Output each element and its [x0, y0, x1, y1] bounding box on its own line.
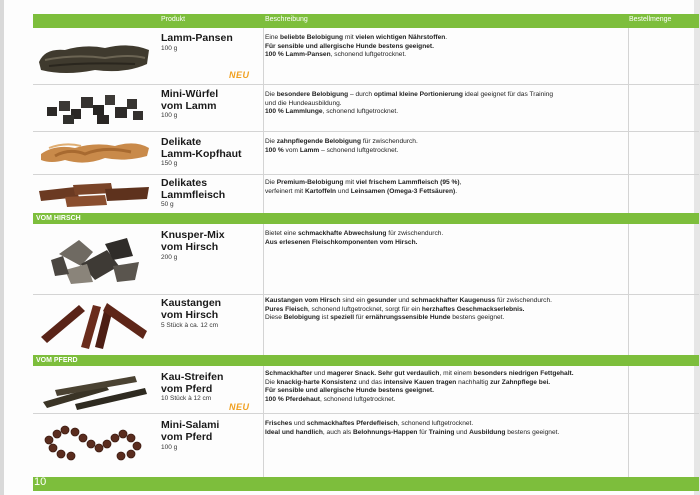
description-text: mit: [343, 179, 356, 186]
description-text: , schonend luftgetrocknet, sorgt für ein: [307, 305, 422, 313]
description-line: [265, 188, 625, 197]
description-bold-text: Ausbildung: [469, 428, 506, 436]
product-weight: 50 g: [161, 201, 174, 208]
header-product: Produkt: [161, 16, 186, 23]
product-row: [33, 28, 699, 85]
description-bold-text: Für sensible und allergische Hunde bestens geeignet.: [265, 387, 434, 395]
new-badge: NEU: [229, 70, 250, 80]
product-name: Mini-Würfel vom Lamm: [161, 88, 219, 112]
table-header: [33, 14, 699, 28]
product-image-lamm-kopfhaut: [35, 134, 153, 172]
page-edge-left: [0, 0, 4, 495]
product-weight: 100 g: [161, 112, 178, 119]
description-bold-text: Training: [428, 428, 455, 436]
description-text: und: [396, 297, 412, 304]
description-text: – schonend luftgetrocknet.: [319, 146, 399, 154]
description-text: Diese: [265, 314, 284, 322]
description-line: [265, 91, 625, 100]
description-bold-text: Für sensible und allergische Hunde bestens geeignet.: [265, 42, 434, 50]
description-bold-text: schmackhafter Kaugenuss: [411, 297, 496, 304]
description-text: , auch als: [322, 428, 353, 436]
description-line: [265, 43, 625, 52]
product-row: [33, 414, 699, 476]
description-bold-text: 100 %: [265, 146, 284, 154]
section-header-deer: VOM HIRSCH: [33, 213, 699, 224]
product-weight: 5 Stück à ca. 12 cm: [161, 322, 219, 329]
product-name: Mini-Salami vom Pferd: [161, 419, 220, 443]
description-text: , schonend luftgetrocknet.: [397, 420, 474, 427]
product-image-kau-streifen: [35, 368, 153, 412]
description-text: und die Hundeausbildung.: [265, 99, 342, 107]
product-description: [265, 179, 625, 196]
product-name: Knusper-Mix vom Hirsch: [161, 229, 225, 253]
description-text: und: [336, 187, 351, 195]
description-text: für zwischendurch.: [361, 138, 418, 145]
page-footer-bar: [33, 477, 699, 491]
description-bold-text: schmackhafte Abwechslung: [298, 230, 387, 237]
description-bold-text: viel frischem Lammfleisch (95 %): [355, 179, 460, 186]
description-bold-text: Schmackhafter: [265, 370, 313, 377]
description-line: [265, 429, 625, 438]
description-line: [265, 239, 625, 248]
description-bold-text: besonders niedrigen Fettgehalt.: [473, 370, 574, 377]
product-description: [265, 420, 625, 437]
description-bold-text: Belohnungs-Happen: [352, 428, 418, 436]
product-row: [33, 85, 699, 132]
description-bold-text: Aus erlesenen Fleischkomponenten vom Hirsch.: [265, 238, 418, 246]
description-line: [265, 387, 625, 396]
new-badge: NEU: [229, 402, 250, 412]
description-text: bestens geeignet.: [505, 428, 560, 436]
product-name: Lamm-Pansen: [161, 32, 233, 44]
product-image-kaustangen: [35, 297, 153, 351]
description-text: Die: [265, 138, 277, 145]
product-image-mini-salami: [35, 418, 153, 470]
description-line: [265, 370, 625, 379]
product-weight: 200 g: [161, 254, 178, 261]
description-text: sind ein: [340, 297, 367, 304]
description-text: nachhaltig: [456, 378, 491, 386]
product-row: [33, 224, 699, 295]
description-bold-text: Kaustangen vom Hirsch: [265, 297, 341, 304]
description-bold-text: schmackhaftes Pferdefleisch: [306, 420, 398, 427]
product-image-lammfleisch: [35, 177, 153, 211]
product-image-knusper-mix: [35, 230, 153, 290]
description-text: ist: [319, 314, 331, 322]
description-line: [265, 306, 625, 315]
description-bold-text: Premium-Belobigung: [276, 179, 344, 186]
product-row: [33, 295, 699, 353]
description-bold-text: optimal kleine Portionierung: [373, 91, 463, 98]
description-text: , mit einem: [439, 370, 474, 377]
description-bold-text: zahnpflegende Belobigung: [276, 138, 361, 145]
description-line: [265, 379, 625, 388]
description-text: für: [417, 428, 429, 436]
description-text: für zwischendurch.: [386, 230, 444, 237]
product-weight: 10 Stück à 12 cm: [161, 395, 212, 402]
description-bold-text: Pures Fleisch: [265, 305, 308, 313]
page-number: 10: [34, 476, 47, 488]
description-bold-text: Leinsamen (Omega-3 Fettsäuren): [350, 187, 456, 195]
product-weight: 100 g: [161, 444, 178, 451]
description-bold-text: 100 % Lammlunge: [265, 108, 323, 116]
description-line: [265, 138, 625, 147]
header-description: Beschreibung: [265, 16, 308, 23]
product-name: Delikate Lamm-Kopfhaut: [161, 136, 242, 160]
product-row: [33, 175, 699, 212]
description-line: [265, 420, 625, 429]
description-text: für: [354, 314, 366, 322]
description-bold-text: Lamm: [299, 146, 320, 154]
description-bold-text: Frisches: [265, 420, 293, 427]
product-name: Kau-Streifen vom Pferd: [161, 371, 224, 395]
description-line: [265, 314, 625, 323]
description-text: , schonend luftgetrocknet.: [330, 51, 407, 59]
product-name: Kaustangen vom Hirsch: [161, 297, 222, 321]
product-row: [33, 366, 699, 414]
description-text: für zwischendurch.: [495, 297, 552, 304]
product-description: [265, 91, 625, 117]
description-bold-text: beliebte Belobigung: [280, 34, 344, 41]
description-text: ideal geeignet für das Training: [462, 91, 554, 98]
product-name: Delikates Lammfleisch: [161, 177, 226, 201]
section-header-horse: VOM PFERD: [33, 355, 699, 366]
description-line: [265, 179, 625, 188]
description-text: mit: [343, 34, 356, 41]
product-description: [265, 34, 625, 60]
description-text: Die: [265, 179, 277, 186]
description-bold-text: vielen wichtigen Nährstoffen: [355, 34, 446, 41]
description-bold-text: Kartoffeln: [304, 187, 337, 195]
description-bold-text: 100 % Pferdehaut: [265, 396, 320, 404]
description-bold-text: ernährungssensible Hunde: [365, 314, 451, 322]
description-text: Bietet eine: [265, 230, 298, 237]
description-line: [265, 230, 625, 239]
description-bold-text: Belobigung: [283, 314, 320, 322]
description-bold-text: herzhaftes Geschmackserlebnis.: [421, 305, 525, 313]
product-weight: 100 g: [161, 45, 178, 52]
product-description: [265, 370, 625, 405]
description-text: Eine: [265, 34, 281, 41]
description-line: [265, 51, 625, 60]
description-bold-text: knackig-harte Konsistenz: [276, 378, 357, 386]
description-line: [265, 108, 625, 117]
product-image-mini-wuerfel: [35, 87, 153, 129]
description-bold-text: Ideal und handlich: [265, 428, 323, 436]
product-weight: 150 g: [161, 160, 178, 167]
description-bold-text: 100 % Lamm-Pansen: [265, 51, 331, 59]
description-text: verfeinert mit: [265, 187, 305, 195]
header-order-qty: Bestellmenge: [629, 16, 672, 23]
product-image-lamm-pansen: [35, 34, 153, 78]
description-bold-text: besondere Belobigung: [276, 91, 349, 98]
description-line: [265, 100, 625, 109]
description-text: und: [292, 420, 307, 427]
description-text: und das: [356, 378, 384, 386]
product-row: [33, 132, 699, 175]
description-line: [265, 297, 625, 306]
description-bold-text: magerer Snack. Sehr gut verdaulich: [326, 370, 440, 377]
description-text: Die: [265, 91, 277, 98]
description-text: Die: [265, 378, 277, 386]
description-bold-text: zur Zahnpflege bei.: [490, 378, 551, 386]
description-bold-text: intensive Kauen tragen: [383, 378, 457, 386]
description-text: ,: [459, 179, 462, 186]
description-bold-text: gesunder: [366, 297, 397, 304]
description-text: .: [455, 187, 458, 195]
description-line: [265, 34, 625, 43]
description-text: .: [445, 34, 448, 41]
description-text: , schonend luftgetrocknet.: [322, 108, 399, 116]
product-description: [265, 230, 625, 247]
description-text: bestens geeignet.: [450, 314, 505, 322]
description-line: [265, 147, 625, 156]
description-text: , schonend luftgetrocknet.: [319, 396, 396, 404]
product-description: [265, 138, 625, 155]
product-description: [265, 297, 625, 323]
description-text: – durch: [348, 91, 374, 98]
description-line: [265, 396, 625, 405]
description-text: und: [454, 428, 470, 436]
description-text: vom: [283, 146, 300, 154]
description-text: und: [312, 370, 327, 377]
description-bold-text: speziell: [330, 314, 355, 322]
